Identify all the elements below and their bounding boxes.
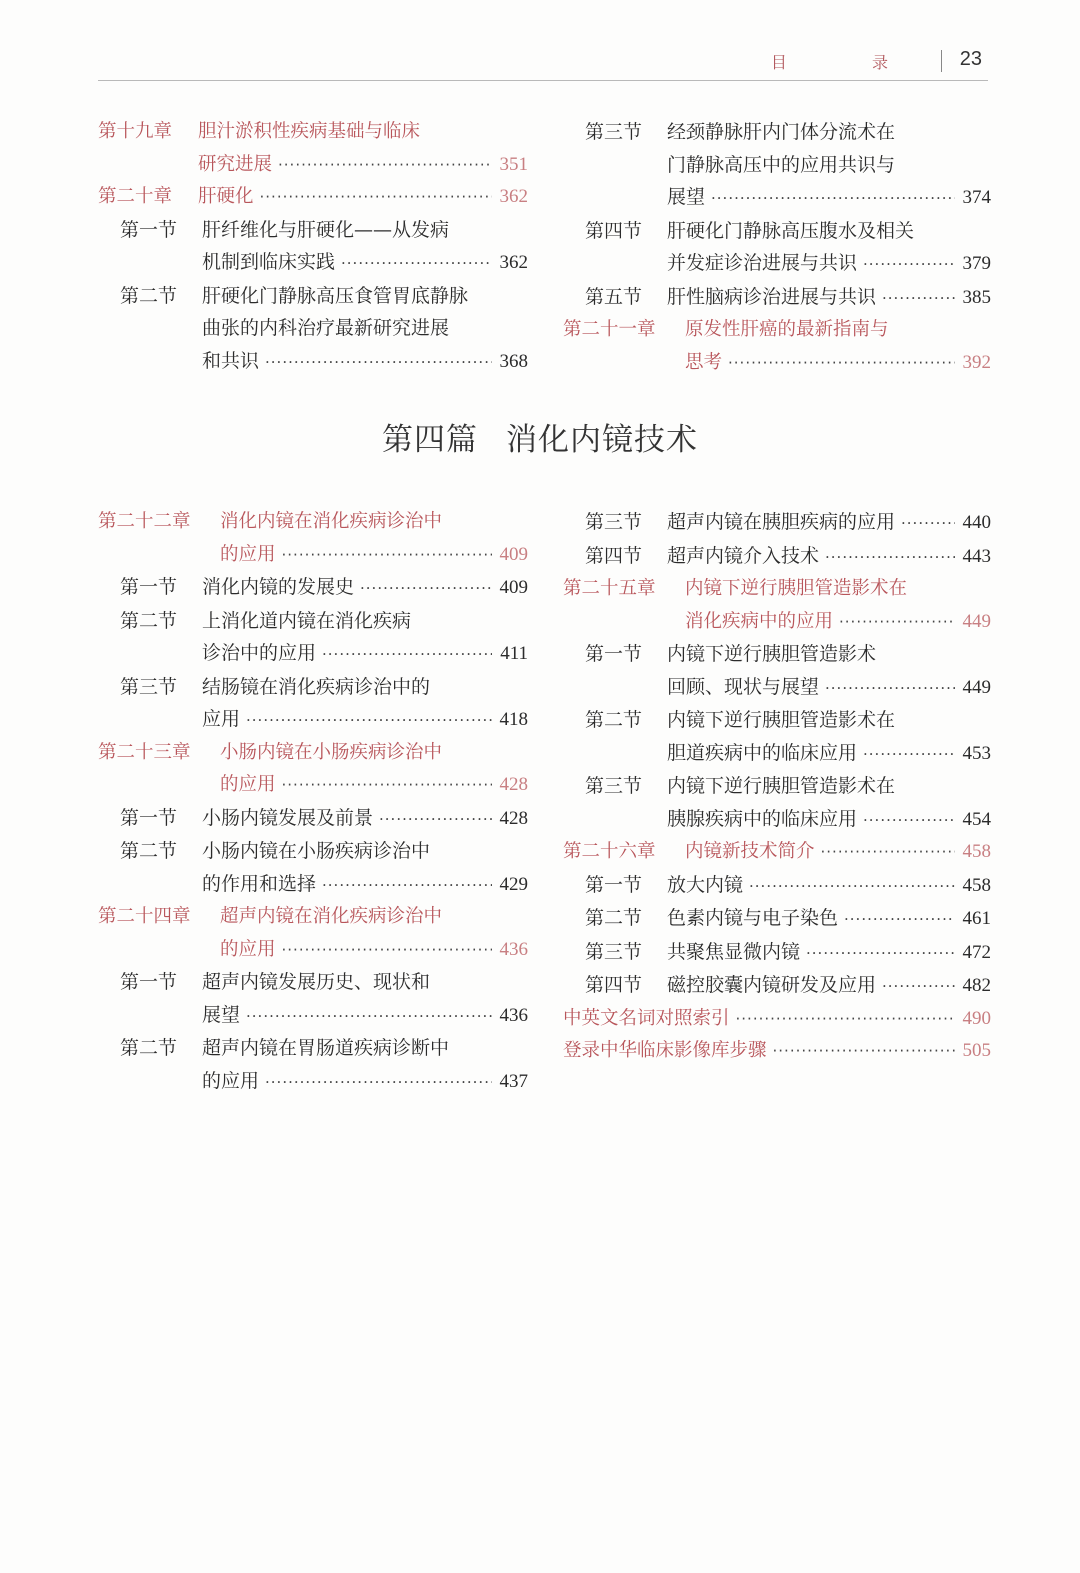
toc-page-number: 385 [962, 286, 991, 308]
dot-leader [341, 247, 492, 280]
toc-entry-label: 第一节 [120, 806, 178, 829]
toc-section-entry[interactable] [585, 638, 991, 704]
toc-page-number: 418 [499, 709, 528, 730]
toc-page-number: 351 [499, 153, 528, 175]
toc-entry-title: 肝硬化门静脉高压食管胃底静脉 [202, 284, 469, 307]
toc-entry-line [202, 966, 528, 999]
toc-entry-line [563, 1003, 991, 1036]
toc-entry-title: 内镜下逆行胰胆管造影术在 [685, 578, 908, 599]
dot-leader [821, 836, 955, 869]
dot-leader [322, 638, 492, 671]
toc-entry-line [220, 934, 528, 967]
toc-entry-line [667, 540, 991, 574]
toc-entry-line [667, 281, 991, 315]
toc-entry-line [202, 868, 528, 902]
toc-page-number: 392 [962, 351, 991, 373]
page-number: 23 [959, 48, 982, 70]
toc-entry-title: 超声内镜在胃肠道疾病诊断中 [202, 1037, 450, 1059]
toc-entry-title: 消化内镜的发展史 [202, 576, 355, 598]
toc-page-number: 461 [962, 908, 991, 929]
dot-leader [278, 149, 492, 182]
toc-entry-title: 的应用 [220, 543, 276, 565]
toc-section-entry[interactable] [585, 869, 991, 903]
toc-entry-title: 并发症诊治进展与共识 [667, 252, 858, 274]
toc-entry-line [667, 737, 991, 771]
toc-entry-line [667, 149, 991, 182]
toc-entry-line [667, 215, 991, 248]
toc-entry-line [198, 181, 528, 214]
toc-entry-title: 回顾、现状与展望 [667, 675, 820, 698]
toc-page-number: 472 [962, 941, 991, 963]
toc-entry-label: 第二节 [585, 709, 643, 731]
toc-section-entry[interactable] [585, 704, 991, 770]
toc-section-entry[interactable] [585, 281, 991, 315]
toc-entry-title: 小肠内镜在小肠疾病诊治中 [202, 840, 431, 862]
toc-entry-label: 第三节 [585, 775, 643, 797]
toc-entry-line [667, 506, 991, 540]
toc-entry-label: 第三节 [585, 511, 643, 533]
toc-entry-line [202, 246, 528, 280]
toc-entry-line [667, 704, 991, 737]
toc-entry-line [220, 769, 528, 802]
toc-page-number: 374 [962, 187, 991, 208]
toc-entry-title: 胆汁淤积性疾病基础与临床 [198, 121, 421, 142]
dot-leader [806, 937, 955, 970]
toc-entry-title: 内镜新技术简介 [685, 841, 815, 862]
toc-entry-label: 第二十二章 [98, 511, 191, 532]
toc-section-entry[interactable] [120, 280, 528, 379]
toc-page-number: 428 [499, 807, 528, 829]
toc-page-number: 437 [499, 1070, 528, 1092]
toc-entry-title: 肝硬化 [198, 186, 254, 207]
dot-leader [863, 248, 955, 281]
toc-section-entry[interactable] [585, 116, 991, 215]
toc-entry-label: 第二十一章 [563, 319, 656, 340]
part-name: 消化内镜技术 [506, 422, 698, 458]
toc-column-bottom-right [563, 506, 991, 1068]
toc-entry-label: 第一节 [120, 218, 178, 241]
toc-entry-title: 放大内镜 [667, 873, 744, 896]
running-title: 目 录 [770, 53, 928, 72]
toc-entry-line [202, 703, 528, 737]
dot-leader [901, 507, 955, 540]
dot-leader [844, 903, 955, 936]
toc-entry-title: 内镜下逆行胰胆管造影术在 [667, 775, 896, 797]
toc-entry-label: 第二节 [120, 1037, 178, 1059]
toc-page-number: 436 [499, 1004, 528, 1026]
toc-entry-label: 第四节 [585, 219, 643, 242]
toc-entry-title: 色素内镜与电子染色 [667, 907, 839, 929]
dot-leader [379, 803, 492, 836]
toc-entry-line [667, 116, 991, 149]
header-divider [941, 50, 942, 72]
toc-entry-line [667, 936, 991, 970]
toc-entry-label: 第二节 [120, 284, 178, 307]
dot-leader [749, 870, 955, 903]
toc-entry-label: 第二十四章 [98, 906, 191, 927]
toc-section-entry[interactable] [585, 215, 991, 281]
toc-entry-label: 第二节 [585, 907, 643, 929]
toc-page-number: 409 [499, 577, 528, 598]
toc-page-number: 454 [962, 808, 991, 830]
toc-section-entry[interactable] [585, 770, 991, 836]
toc-page-number: 428 [499, 774, 528, 795]
toc-section-entry[interactable] [585, 902, 991, 936]
toc-page-number: 436 [499, 938, 528, 960]
part-number: 第四篇 [382, 422, 478, 458]
toc-entry-label: 第一节 [585, 873, 643, 896]
toc-entry-line [202, 835, 528, 868]
toc-entry-label: 第二十五章 [563, 578, 656, 599]
dot-leader [282, 769, 492, 802]
dot-leader [825, 541, 955, 574]
toc-entry-title: 原发性肝癌的最新指南与 [685, 319, 889, 340]
dot-leader [260, 181, 492, 214]
toc-section-entry[interactable] [120, 966, 528, 1032]
toc-entry-line [667, 869, 991, 903]
toc-chapter-entry[interactable] [563, 1003, 991, 1036]
toc-page-number: 362 [499, 186, 528, 207]
dot-leader [282, 539, 492, 572]
toc-page-number: 458 [962, 841, 991, 862]
toc-section-entry[interactable] [585, 506, 991, 540]
dot-leader [728, 347, 955, 380]
toc-entry-title: 小肠内镜在小肠疾病诊治中 [220, 741, 443, 763]
toc-entry-title: 的作用和选择 [202, 872, 317, 895]
toc-chapter-entry[interactable] [563, 836, 991, 869]
toc-entry-line [202, 571, 528, 605]
dot-leader [736, 1003, 955, 1036]
toc-entry-line [667, 803, 991, 837]
toc-entry-label: 第一节 [585, 643, 643, 665]
toc-entry-title: 经颈静脉肝内门体分流术在 [667, 121, 896, 143]
toc-entry-line [685, 573, 991, 606]
toc-entry-line [563, 1035, 991, 1068]
toc-entry-title: 研究进展 [198, 153, 273, 175]
dot-leader [265, 346, 492, 379]
toc-chapter-entry[interactable] [98, 737, 528, 802]
toc-entry-title: 结肠镜在消化疾病诊治中的 [202, 675, 431, 698]
toc-entry-title: 的应用 [220, 774, 276, 795]
toc-entry-title: 肝性脑病诊治进展与共识 [667, 285, 877, 308]
toc-section-entry[interactable] [120, 671, 528, 737]
toc-entry-title: 小肠内镜发展及前景 [202, 806, 374, 829]
toc-entry-line [667, 969, 991, 1003]
dot-leader [825, 672, 955, 705]
toc-entry-title: 诊治中的应用 [202, 642, 317, 664]
toc-page-number: 443 [962, 545, 991, 567]
toc-page-number: 505 [962, 1040, 991, 1061]
toc-entry-title: 共聚焦显微内镜 [667, 940, 801, 963]
toc-section-entry[interactable] [120, 214, 528, 280]
toc-entry-line [685, 606, 991, 639]
toc-chapter-entry[interactable] [98, 901, 528, 966]
toc-entry-line [667, 902, 991, 936]
dot-leader [360, 572, 492, 605]
toc-entry-line [685, 836, 991, 869]
toc-entry-line [220, 539, 528, 572]
toc-section-entry[interactable] [120, 835, 528, 901]
toc-entry-title: 思考 [685, 351, 723, 373]
dot-leader [246, 1000, 492, 1033]
toc-entry-line [667, 638, 991, 671]
toc-entry-label: 第三节 [585, 940, 643, 963]
toc-page-number: 429 [499, 873, 528, 895]
dot-leader [773, 1035, 955, 1068]
dot-leader [711, 182, 955, 215]
toc-entry-title: 展望 [667, 186, 706, 208]
toc-entry-title: 超声内镜介入技术 [667, 544, 820, 567]
toc-section-entry[interactable] [585, 540, 991, 574]
dot-leader [246, 704, 492, 737]
toc-section-entry[interactable] [120, 802, 528, 836]
toc-entry-title: 肝纤维化与肝硬化——从发病 [202, 218, 450, 241]
toc-page-number: 411 [500, 643, 528, 664]
toc-entry-line [667, 181, 991, 215]
toc-entry-title: 胰腺疾病中的临床应用 [667, 807, 858, 830]
toc-entry-line [202, 214, 528, 247]
toc-page-number: 490 [962, 1007, 991, 1029]
dot-leader [863, 804, 955, 837]
dot-leader [322, 869, 492, 902]
toc-entry-title: 应用 [202, 708, 241, 730]
toc-entry-line [202, 312, 528, 345]
toc-entry-title: 机制到临床实践 [202, 251, 336, 273]
toc-entry-title: 消化内镜在消化疾病诊治中 [220, 511, 443, 532]
toc-entry-title: 的应用 [202, 1069, 260, 1092]
toc-entry-title: 中英文名词对照索引 [563, 1007, 730, 1029]
toc-column-top-right [563, 116, 991, 379]
toc-entry-line [202, 671, 528, 704]
dot-leader [839, 606, 955, 639]
toc-entry-line [220, 901, 528, 934]
toc-entry-label: 第五节 [585, 285, 643, 308]
toc-entry-title: 和共识 [202, 349, 260, 372]
toc-entry-line [202, 605, 528, 638]
toc-page-number: 453 [962, 742, 991, 764]
toc-entry-label: 第四节 [585, 974, 643, 996]
toc-chapter-entry[interactable] [98, 181, 528, 214]
toc-entry-label: 第一节 [120, 576, 178, 598]
toc-entry-title: 曲张的内科治疗最新研究进展 [202, 317, 450, 339]
toc-entry-line [202, 637, 528, 671]
toc-entry-line [667, 770, 991, 803]
toc-entry-title: 内镜下逆行胰胆管造影术 [667, 643, 877, 665]
toc-entry-line [202, 1065, 528, 1099]
toc-page-number: 368 [499, 350, 528, 372]
toc-entry-line [198, 116, 528, 149]
toc-section-entry[interactable] [120, 605, 528, 671]
toc-entry-line [667, 247, 991, 281]
dot-leader [882, 282, 955, 315]
dot-leader [282, 934, 492, 967]
toc-entry-title: 超声内镜在胰胆疾病的应用 [667, 511, 896, 533]
toc-entry-line [202, 999, 528, 1033]
toc-entry-title: 上消化道内镜在消化疾病 [202, 609, 412, 632]
toc-chapter-entry[interactable] [563, 314, 991, 379]
dot-leader [265, 1066, 492, 1099]
toc-entry-label: 第三节 [120, 675, 178, 698]
toc-chapter-entry[interactable] [98, 116, 528, 181]
toc-entry-line [202, 1032, 528, 1065]
toc-entry-title: 超声内镜发展历史、现状和 [202, 971, 431, 993]
part-title [0, 414, 1080, 459]
toc-entry-line [202, 802, 528, 836]
toc-section-entry[interactable] [120, 571, 528, 605]
toc-page-number: 362 [499, 252, 528, 273]
toc-chapter-entry[interactable] [98, 506, 528, 571]
toc-section-entry[interactable] [120, 1032, 528, 1098]
toc-entry-title: 内镜下逆行胰胆管造影术在 [667, 709, 896, 731]
toc-page-number: 458 [962, 874, 991, 896]
toc-entry-line [202, 280, 528, 313]
toc-section-entry[interactable] [585, 936, 991, 970]
toc-entry-label: 第一节 [120, 971, 178, 993]
dot-leader [882, 970, 955, 1003]
toc-entry-line [220, 506, 528, 539]
toc-entry-line [202, 345, 528, 379]
toc-chapter-entry[interactable] [563, 1035, 991, 1068]
toc-entry-label: 第二十章 [98, 186, 173, 207]
toc-entry-label: 第二节 [120, 609, 178, 632]
toc-entry-title: 登录中华临床影像库步骤 [563, 1040, 767, 1061]
toc-entry-line [220, 737, 528, 770]
toc-entry-label: 第二节 [120, 840, 178, 862]
dot-leader [863, 738, 955, 771]
toc-page-number: 449 [962, 610, 991, 632]
toc-entry-label: 第二十六章 [563, 841, 656, 862]
toc-entry-label: 第十九章 [98, 121, 173, 142]
toc-entry-label: 第二十三章 [98, 741, 191, 763]
toc-entry-title: 消化疾病中的应用 [685, 610, 834, 632]
toc-entry-line [685, 347, 991, 380]
toc-column-top-left [98, 116, 528, 378]
toc-entry-title: 肝硬化门静脉高压腹水及相关 [667, 219, 915, 242]
toc-entry-line [667, 671, 991, 705]
toc-entry-title: 磁控胶囊内镜研发及应用 [667, 974, 877, 996]
toc-page-number: 379 [962, 253, 991, 274]
toc-entry-title: 胆道疾病中的临床应用 [667, 741, 858, 764]
toc-page-number: 409 [499, 543, 528, 565]
toc-entry-title: 门静脉高压中的应用共识与 [667, 153, 896, 176]
toc-column-bottom-left [98, 506, 528, 1098]
page-header [98, 46, 988, 81]
toc-entry-line [198, 149, 528, 182]
toc-page-number: 440 [962, 512, 991, 533]
toc-page-number: 482 [962, 975, 991, 996]
toc-entry-line [685, 314, 991, 347]
toc-page-number: 449 [962, 676, 991, 698]
toc-chapter-entry[interactable] [563, 573, 991, 638]
toc-entry-label: 第三节 [585, 121, 643, 143]
toc-entry-title: 超声内镜在消化疾病诊治中 [220, 906, 443, 927]
toc-entry-title: 的应用 [220, 938, 276, 960]
toc-entry-label: 第四节 [585, 544, 643, 567]
toc-entry-title: 展望 [202, 1003, 241, 1026]
toc-section-entry[interactable] [585, 969, 991, 1003]
